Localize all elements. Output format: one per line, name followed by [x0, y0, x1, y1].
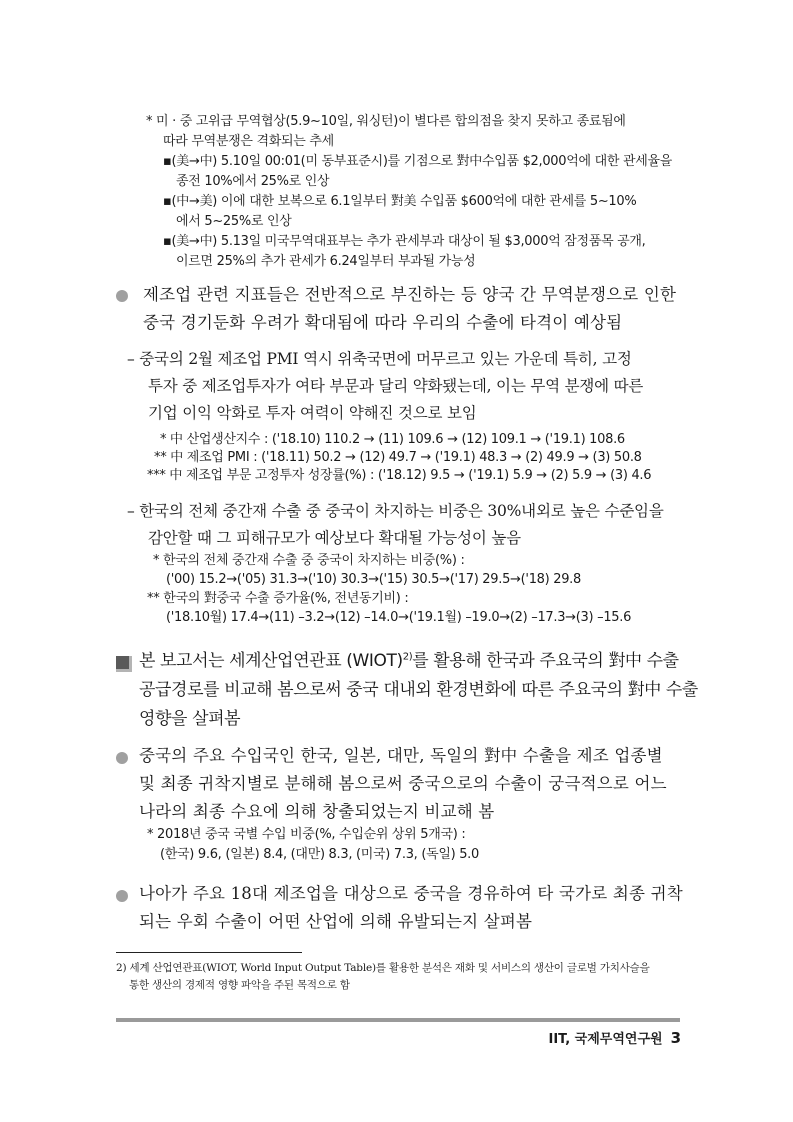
import-bullet-line3: 나라의 최종 수요에 의해 창출되었는지 비교해 봄 — [139, 802, 495, 821]
pmi-note-3: *** 中 제조업 부문 고정투자 성장률(%) : ('18.12) 9.5 → ('19.1) 5.9 → (2) 5.9 → (3) 4.6 — [147, 468, 652, 483]
tariff-item-2-line2: 에서 5~25%로 인상 — [176, 214, 292, 229]
intermediate-dash-line2: 감안할 때 그 피해규모가 예상보다 확대될 가능성이 높음 — [148, 529, 521, 547]
footnote-line1: 2) 세계 산업연관표(WIOT, World Input Output Table)를 활용한 분석은 재화 및 서비스의 생산이 글로벌 가치사슬을 — [116, 962, 650, 974]
manufacturing-bullet-line2: 중국 경기둔화 우려가 확대됨에 따라 우리의 수출에 타격이 예상됨 — [143, 313, 623, 332]
intermediate-note1-values: ('00) 15.2→('05) 31.3→('10) 30.3→('15) 30.5→('17) 29.5→('18) 29.8 — [166, 572, 581, 587]
pmi-dash-line2: 투자 중 제조업투자가 여타 부문과 달리 약화됐는데, 이는 무역 분쟁에 따른 — [148, 377, 644, 395]
import-note-title: * 2018년 중국 국별 수입 비중(%, 수입순위 상위 5개국) : — [147, 827, 466, 842]
tariff-item-2-line1: ▪(中→美) 이에 대한 보복으로 6.1일부터 對美 수입품 $600억에 대한 관세를 5~10% — [163, 194, 637, 209]
report-section-line1: 본 보고서는 세계산업연관표 (WIOT)$^{2)}$를 활용해 한국과 주요국의 對中 수출 — [139, 651, 679, 671]
tariff-item-1-line1: ▪(美→中) 5.10일 00:01(미 동부표준시)를 기점으로 對中수입품 $2,000억에 대한 관세율을 — [163, 154, 672, 169]
trade-talks-note-line2: 따라 무역분쟁은 격화되는 추세 — [163, 134, 334, 149]
pmi-note-2: ** 中 제조업 PMI : ('18.11) 50.2 → (12) 49.7 → ('19.1) 48.3 → (2) 49.9 → (3) 50.8 — [154, 450, 642, 465]
trade-talks-note-line1: * 미 · 중 고위급 무역협상(5.9~10일, 워싱턴)이 별다른 합의점을 찾지 못하고 종료됨에 — [146, 114, 626, 129]
pmi-dash-line1: – 중국의 2월 제조업 PMI 역시 위축국면에 머무르고 있는 가운데 특히, 고정 — [127, 350, 632, 368]
tariff-item-3-line1: ▪(美→中) 5.13일 미국무역대표부는 추가 관세부과 대상이 될 $3,000억 잠정품목 공개, — [163, 234, 646, 249]
import-note-values: (한국) 9.6, (일본) 8.4, (대만) 8.3, (미국) 7.3, (독일) 5.0 — [160, 847, 479, 862]
pmi-note-1: * 中 산업생산지수 : ('18.10) 110.2 → (11) 109.6 → (12) 109.1 → ('19.1) 108.6 — [160, 432, 625, 447]
report-section-line2: 공급경로를 비교해 봄으로써 중국 대내외 환경변화에 따른 주요국의 對中 수출 — [139, 680, 698, 700]
footnote-divider — [116, 952, 302, 953]
bullet-circle-icon — [116, 890, 128, 902]
footnote-ref-2: 2) — [402, 651, 413, 663]
import-bullet-line1: 중국의 주요 수입국인 한국, 일본, 대만, 독일의 對中 수출을 제조 업종별 — [139, 746, 663, 765]
roundabout-bullet-line2: 되는 우회 수출이 어떤 산업에 의해 유발되는지 살펴봄 — [139, 912, 533, 931]
intermediate-note2-title: ** 한국의 對중국 수출 증가율(%, 전년동기비) : — [147, 591, 409, 606]
footnote-line2: 통한 생산의 경제적 영향 파악을 주된 목적으로 함 — [129, 979, 350, 991]
report-section-line3: 영향을 살펴봄 — [139, 709, 241, 729]
page-number: 3 — [670, 1029, 681, 1047]
bullet-circle-icon — [116, 290, 128, 302]
intermediate-note2-values: ('18.10월) 17.4→(11) –3.2→(12) –14.0→('19.1월) –19.0→(2) –17.3→(3) –15.6 — [166, 610, 632, 625]
page-footer — [549, 1028, 682, 1047]
intermediate-dash-line1: – 한국의 전체 중간재 수출 중 중국이 차지하는 비중은 30%내외로 높은 수준임을 — [127, 502, 664, 520]
tariff-item-1-line2: 종전 10%에서 25%로 인상 — [176, 174, 330, 189]
bullet-circle-icon — [116, 752, 128, 764]
manufacturing-bullet-line1: 제조업 관련 지표들은 전반적으로 부진하는 등 양국 간 무역분쟁으로 인한 — [143, 285, 677, 304]
footer-org: IIT, 국제무역연구원 — [548, 1032, 663, 1047]
intermediate-note1-title: * 한국의 전체 중간재 수출 중 중국이 차지하는 비중(%) : — [153, 553, 465, 568]
section-square-icon — [116, 656, 132, 672]
footer-rule — [116, 1018, 680, 1022]
pmi-dash-line3: 기업 이익 악화로 투자 여력이 약해진 것으로 보임 — [148, 404, 477, 422]
roundabout-bullet-line1: 나아가 주요 18대 제조업을 대상으로 중국을 경유하여 타 국가로 최종 귀착 — [139, 884, 683, 903]
tariff-item-3-line2: 이르면 25%의 추가 관세가 6.24일부터 부과될 가능성 — [176, 254, 476, 269]
import-bullet-line2: 및 최종 귀착지별로 분해해 봄으로써 중국으로의 수출이 궁극적으로 어느 — [139, 774, 667, 793]
